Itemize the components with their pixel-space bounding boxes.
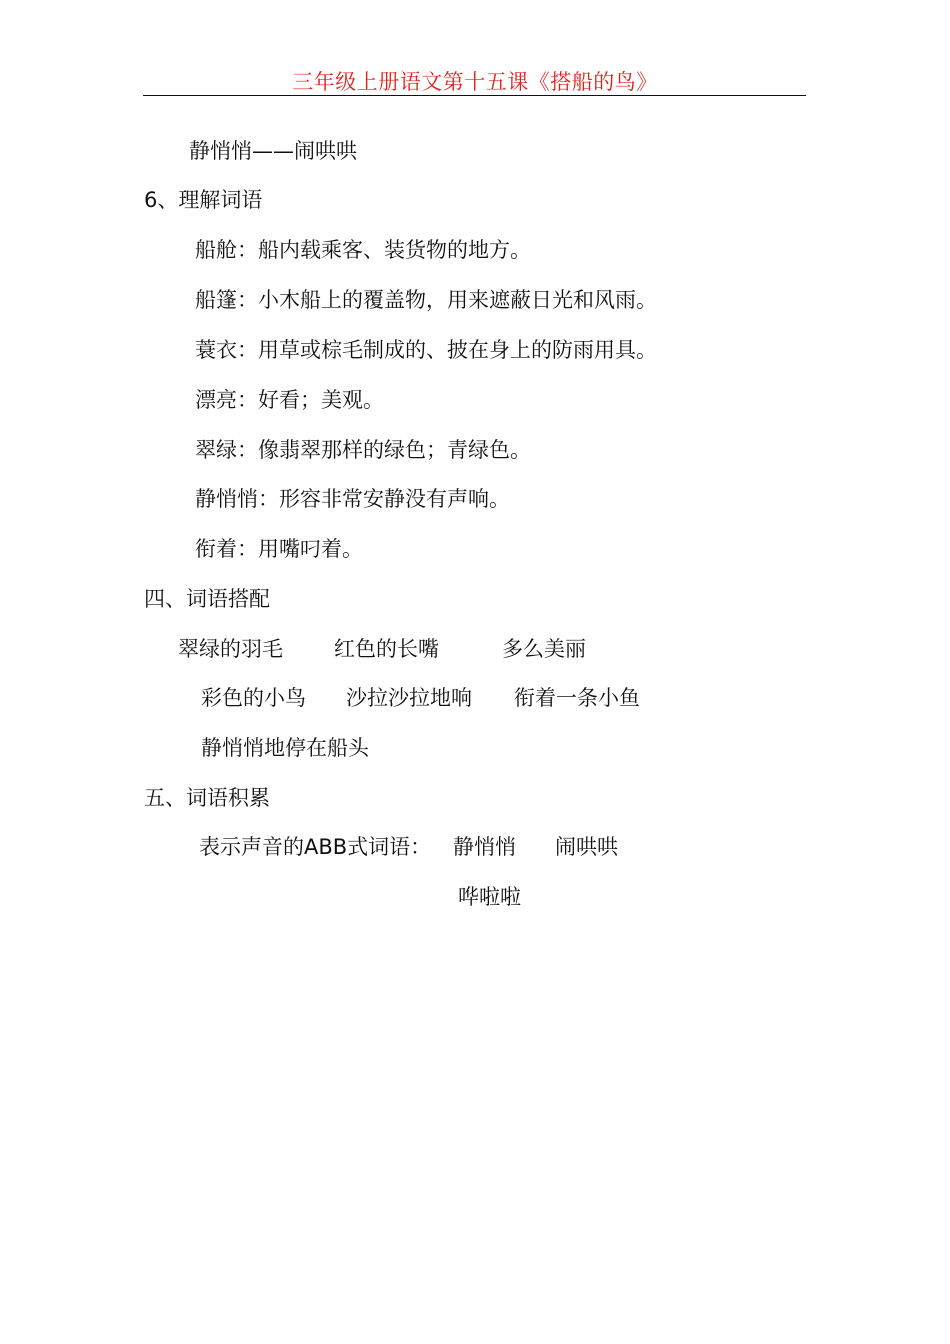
pair-item: 多么美丽 [502, 637, 586, 661]
header-rule [143, 95, 806, 96]
abb-word: 哗啦啦 [458, 885, 521, 909]
abb-word: 闹哄哄 [555, 835, 618, 859]
pair-item: 静悄悄地停在船头 [201, 736, 369, 760]
pair-item: 红色的长嘴 [334, 637, 439, 661]
section-6-heading: 6、理解词语 [144, 188, 263, 212]
pair-item: 衔着一条小鱼 [514, 686, 640, 710]
definition-5: 翠绿：像翡翠那样的绿色；青绿色。 [195, 438, 531, 462]
section-4-heading: 四、词语搭配 [144, 587, 270, 611]
page-header-title: 三年级上册语文第十五课《搭船的鸟》 [292, 70, 658, 94]
pair-item: 沙拉沙拉地响 [346, 686, 472, 710]
pair-item: 翠绿的羽毛 [178, 637, 283, 661]
definition-7: 衔着：用嘴叼着。 [195, 537, 363, 561]
definition-1: 船舱：船内载乘客、装货物的地方。 [195, 238, 531, 262]
continued-line: 静悄悄——闹哄哄 [189, 139, 357, 163]
definition-2: 船篷：小木船上的覆盖物，用来遮蔽日光和风雨。 [195, 288, 657, 312]
definition-6: 静悄悄：形容非常安静没有声响。 [195, 487, 510, 511]
pair-item: 彩色的小鸟 [201, 686, 306, 710]
accumulate-label: 表示声音的ABB式词语： [199, 835, 432, 859]
definition-4: 漂亮：好看；美观。 [195, 388, 384, 412]
definition-3: 蓑衣：用草或棕毛制成的、披在身上的防雨用具。 [195, 338, 657, 362]
section-5-heading: 五、词语积累 [144, 786, 270, 810]
abb-word: 静悄悄 [453, 835, 516, 859]
